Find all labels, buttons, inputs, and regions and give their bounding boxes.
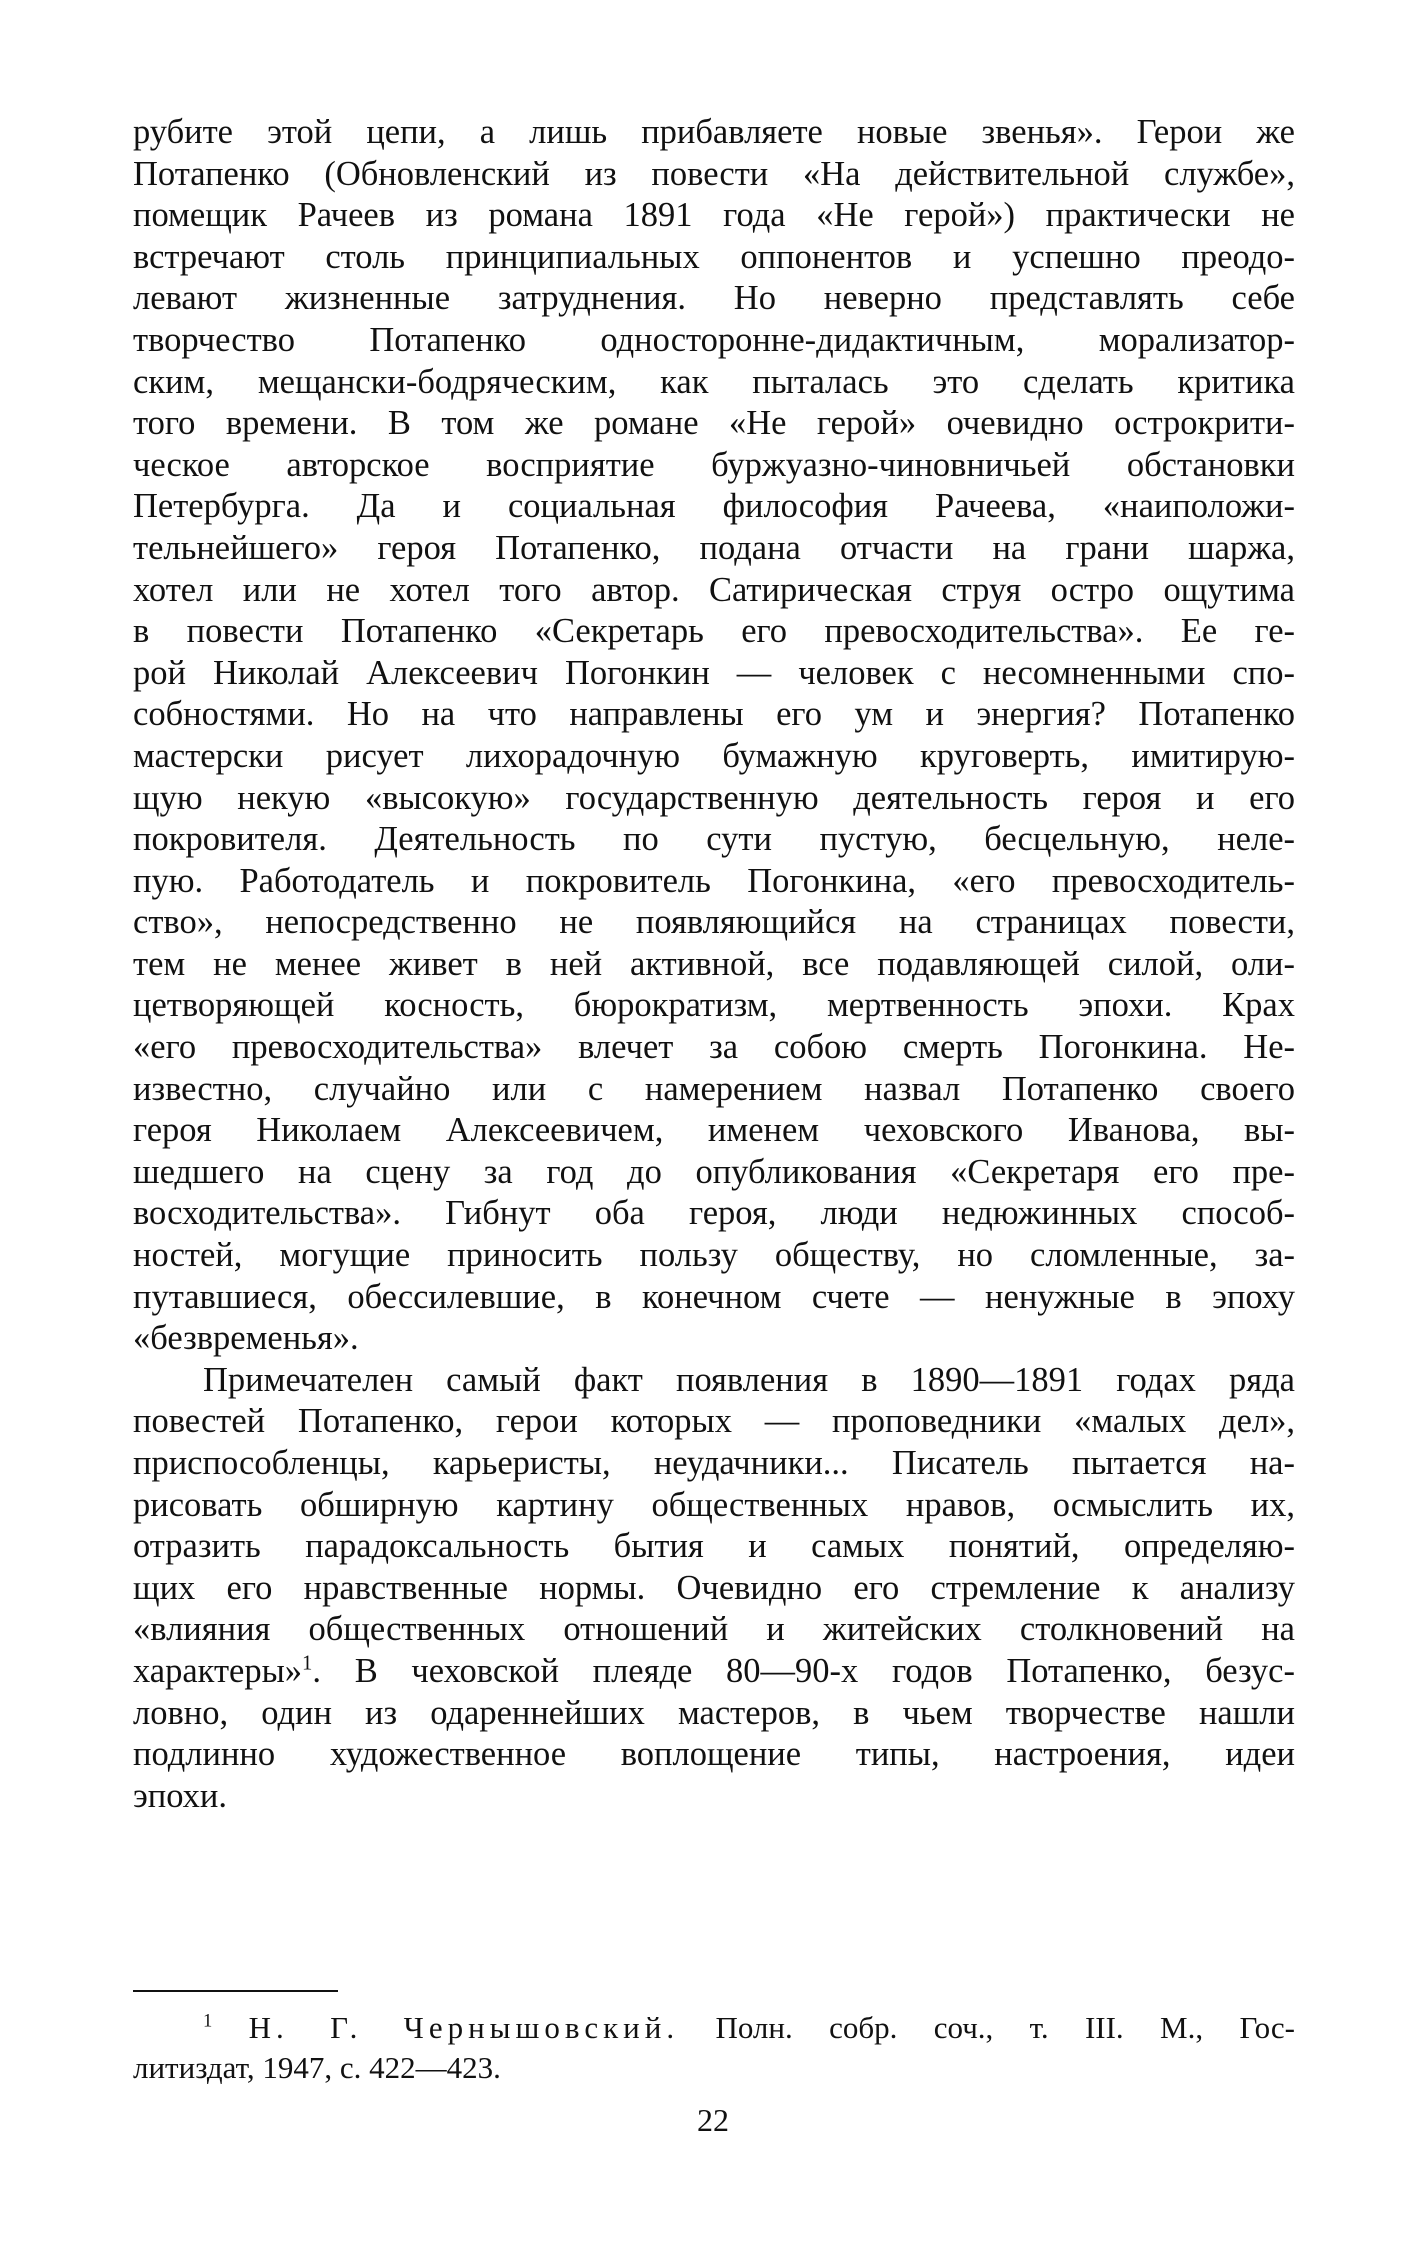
footnote-divider: [133, 1990, 338, 1992]
text-line: тельнейшего» героя Потапенко, подана отчасти на грани шаржа,: [133, 528, 1295, 567]
footnote-line: литиздат, 1947, с. 422—423.: [133, 2050, 501, 2085]
text-line: эпохи.: [133, 1776, 227, 1815]
text-line: подлинно художественное воплощение типы, настроения, идеи: [133, 1735, 1295, 1774]
text-line: отразить парадоксальность бытия и самых понятий, определяю-: [133, 1527, 1295, 1566]
text-line: того времени. В том же романе «Не герой» очевидно острокрити-: [133, 404, 1295, 443]
text-line: ческое авторское восприятие буржуазно-чиновничьей обстановки: [133, 445, 1295, 484]
footnote: [133, 2008, 1295, 2088]
text-line: помещик Рачеев из романа 1891 года «Не герой») практически не: [133, 196, 1295, 235]
text-line: собностями. Но на что направлены его ум и энергия? Потапенко: [133, 695, 1295, 734]
text-line: Примечателен самый факт появления в 1890—1891 годах ряда: [203, 1360, 1295, 1399]
text-line: шедшего на сцену за год до опубликования «Секретаря его пре-: [133, 1152, 1295, 1191]
text-line: Потапенко (Обновленский из повести «На действительной службе»,: [133, 154, 1295, 193]
text-line: рубите этой цепи, а лишь прибавляете новые звенья». Герои же: [133, 113, 1295, 151]
text-line: «безвременья».: [133, 1319, 359, 1358]
text-line: пую. Работодатель и покровитель Погонкина, «его превосходитель-: [133, 861, 1295, 900]
paragraph-1: [133, 112, 1295, 1360]
footnote-ref[interactable]: 1: [302, 1652, 313, 1675]
text-line: «влияния общественных отношений и житейских столкновений на: [133, 1610, 1295, 1649]
text-line: мастерски рисует лихорадочную бумажную круговерть, имитирую-: [133, 736, 1295, 775]
text-line: героя Николаем Алексеевичем, именем чеховского Иванова, вы-: [133, 1111, 1295, 1150]
main-text: [133, 112, 1295, 1817]
text-line: «его превосходительства» влечет за собою смерть Погонкина. Не-: [133, 1028, 1295, 1067]
text-line: ским, мещански-бодряческим, как пыталась это сделать критика: [133, 362, 1295, 401]
text-fragment: характеры»: [133, 1651, 303, 1690]
text-line: покровителя. Деятельность по сути пустую, бесцельную, неле-: [133, 820, 1295, 859]
text-line: цетворяющей косность, бюрократизм, мертвенность эпохи. Крах: [133, 986, 1295, 1025]
text-line: повестей Потапенко, герои которых — проповедники «малых дел»,: [133, 1402, 1295, 1441]
text-line: в повести Потапенко «Секретарь его превосходительства». Ее ге-: [133, 612, 1295, 651]
text-line: Петербурга. Да и социальная философия Рачеева, «наиположи-: [133, 487, 1295, 526]
text-fragment: . В чеховской плеяде 80—90-х годов Потапенко, безус-: [312, 1651, 1295, 1690]
text-line: ностей, могущие приносить пользу обществу, но сломленные, за-: [133, 1236, 1295, 1275]
text-line: творчество Потапенко одностороннe-дидактичным, морализатор-: [133, 320, 1295, 359]
text-line: рой Николай Алексеевич Погонкин — человек с несомненными спо-: [133, 653, 1295, 692]
text-line: ловно, один из одареннейших мастеров, в чьем творчестве нашли: [133, 1693, 1295, 1732]
text-line: рисовать обширную картину общественных нравов, осмыслить их,: [133, 1485, 1295, 1524]
footnote-author: Н. Г. Чернышовский.: [248, 2010, 680, 2045]
text-line: хотел или не хотел того автор. Сатирическая струя остро ощутима: [133, 570, 1295, 609]
footnote-text: Полн. собр. соч., т. III. М., Гос-: [715, 2010, 1296, 2045]
text-line: восходительства». Гибнут оба героя, люди недюжинных способ-: [133, 1194, 1295, 1233]
text-line: щих его нравственные нормы. Очевидно его стремление к анализу: [133, 1568, 1295, 1607]
text-line: [133, 1651, 1295, 1693]
footnote-marker: 1: [203, 2010, 213, 2032]
text-line: щую некую «высокую» государственную деятельность героя и его: [133, 778, 1295, 817]
text-line: встречают столь принципиальных оппонентов и успешно преодо-: [133, 237, 1295, 276]
paragraph-2: [133, 1360, 1295, 1818]
text-line: путавшиеся, обессилевшие, в конечном счете — ненужные в эпоху: [133, 1277, 1295, 1316]
text-line: известно, случайно или с намерением назвал Потапенко своего: [133, 1069, 1295, 1108]
text-line: левают жизненные затруднения. Но неверно представлять себе: [133, 279, 1295, 318]
text-line: ство», непосредственно не появляющийся на страницах повести,: [133, 903, 1295, 942]
footnote-line: [133, 2008, 1295, 2048]
page-number: 22: [697, 2102, 729, 2138]
text-line: приспособленцы, карьеристы, неудачники... Писатель пытается на-: [133, 1444, 1295, 1482]
text-line: тем не менее живет в ней активной, все подавляющей силой, оли-: [133, 944, 1295, 983]
